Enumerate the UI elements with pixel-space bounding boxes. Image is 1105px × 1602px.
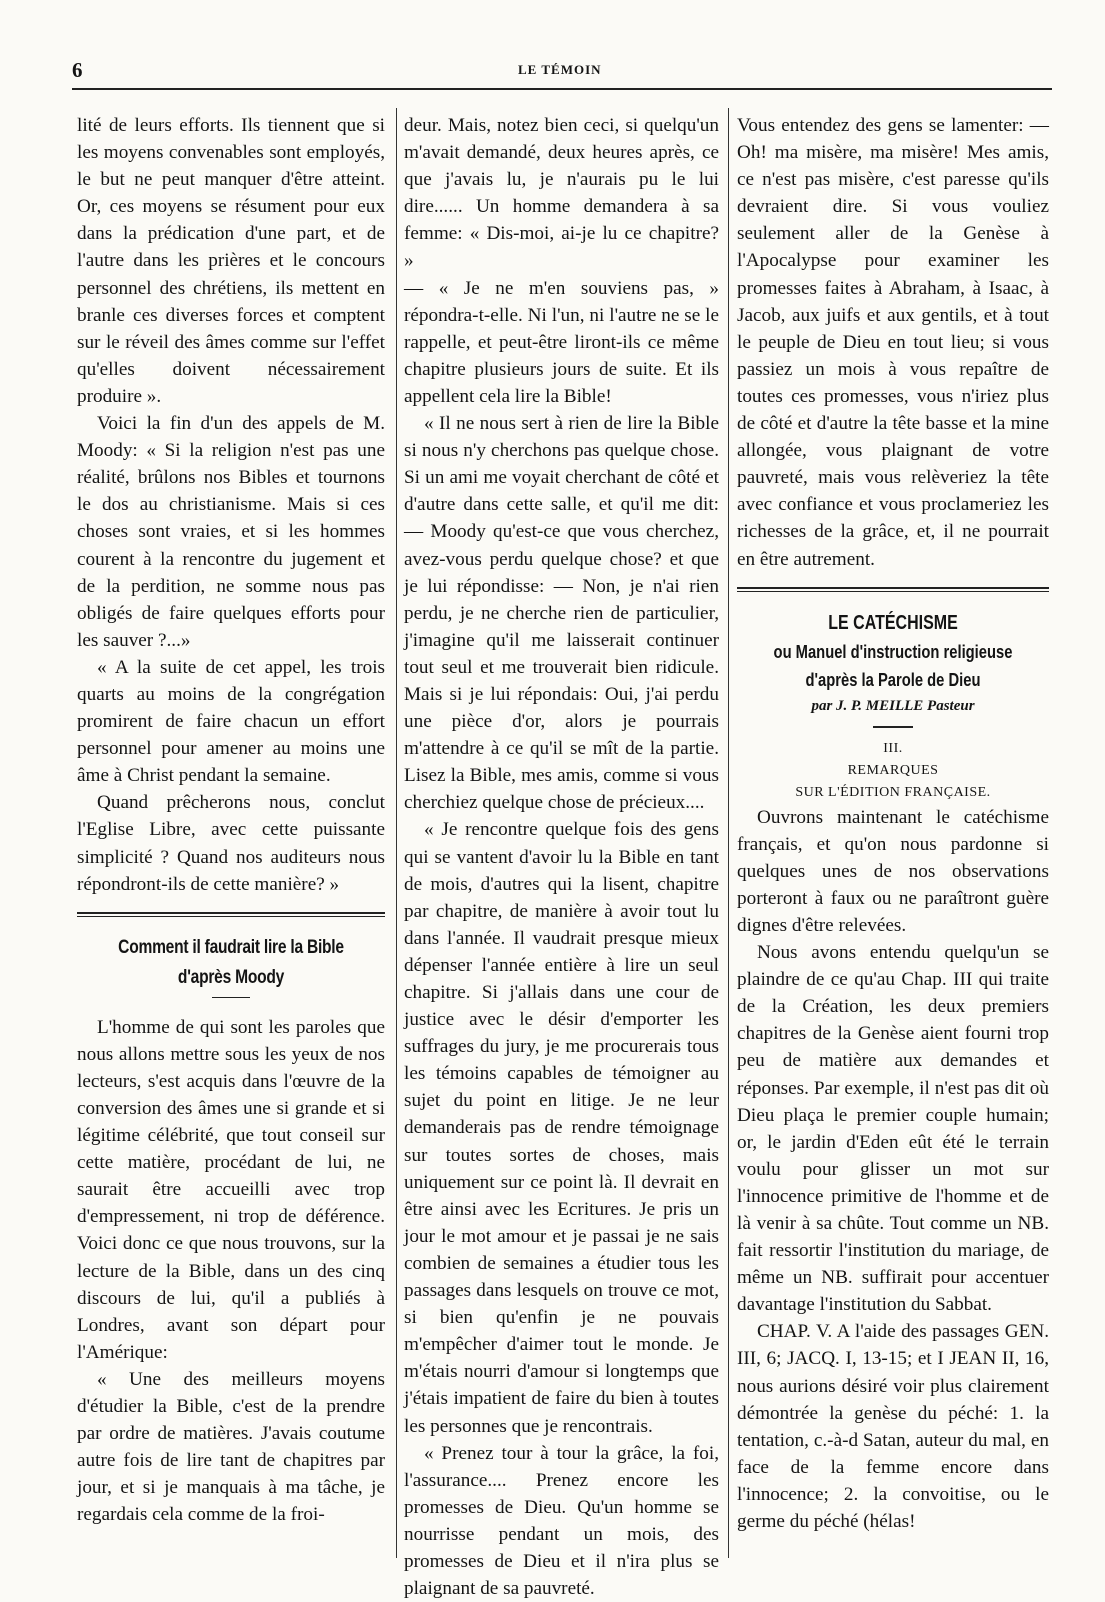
paragraph: CHAP. V. A l'aide des passages GEN. III, 6; JACQ. I, 13-15; et I JEAN II, 16, nous aurions désiré voir plus clairement démontrée la genèse du péché: 1. la tentation, c.-à-d Satan, auteur du mal, en face de la femme encore dans l'innocence; 2. la convoitise, ou le germe du péché (hélas! bbox=[737, 1321, 1049, 1533]
header-rule bbox=[72, 88, 1052, 90]
column-1 bbox=[77, 112, 385, 1529]
paragraph: « A la suite de cet appel, les trois quarts au moins de la congrégation promirent de faire chacun un effort personnel pour amener au moins une âme à Christ pendant la semaine. bbox=[77, 656, 385, 787]
paragraph: — « Je ne m'en souviens pas, » répondra-t-elle. Ni l'un, ni l'autre ne se le rappelle, et peut-être liront-ils ce même chapitre plusieurs jours de suite. Et ils appellent cela lire la Bible! bbox=[404, 277, 719, 407]
paragraph: Ouvrons maintenant le catéchisme français, et qu'on nous pardonne si quelques unes de nos observations porteront à faux ou ne paraîtront guère dignes d'être relevées. bbox=[737, 806, 1049, 936]
section-number: III. bbox=[883, 740, 903, 756]
page-header bbox=[72, 58, 1052, 80]
column-divider bbox=[728, 108, 729, 1558]
article-title-line: d'après Moody bbox=[177, 966, 285, 988]
article-title-line: Comment il faudrait lire la Bible bbox=[118, 936, 344, 958]
catechism-subtitle: d'après la Parole de Dieu bbox=[805, 669, 981, 690]
column-2 bbox=[404, 112, 719, 1602]
catechism-author: par J. P. MEILLE Pasteur bbox=[811, 697, 975, 714]
paragraph: Quand prêcherons nous, conclut l'Eglise Libre, avec cette puissante simplicité ? Quand nos auditeurs nous répondront-ils de cette manière? » bbox=[77, 792, 385, 895]
page-number: 6 bbox=[72, 58, 83, 82]
paragraph: Vous entendez des gens se lamenter: — Oh! ma misère, ma misère! Mes amis, ce n'est pas misère, c'est paresse qu'ils devraient dire. Si vous vouliez seulement aller de la Genèse à l'Apocalypse pour examiner les promesses faites à Abraham, à Isaac, à Jacob, aux juifs et aux gentils, et à tout le peuple de Dieu en tout lieu; si vous passiez un mois à vous repaître de toutes ces promesses, vous n'iriez plus de côté et d'autre la tête basse et la mine allongée, vous plaignant de votre pauvreté, mais vous relèveriez la tête avec confiance et vous proclameriez les richesses de la grâce, et, il ne pourrait en être autrement. bbox=[737, 115, 1049, 570]
title-dash bbox=[212, 997, 250, 998]
paragraph: lité de leurs efforts. Ils tiennent que si les moyens convenables sont employés, le but ne peut manquer d'être atteint. Or, ces moyens se résument pour eux dans la prédication d'une part, et de l'autre dans les prières et le concours personnel des chrétiens, ils mettent en branle ces diverses forces et comptent sur le réveil des âmes comme sur l'effet qu'elles doivent nécessairement produire ». bbox=[77, 115, 385, 407]
column-3 bbox=[737, 112, 1049, 1535]
paragraph: « Une des meilleurs moyens d'étudier la Bible, c'est de la prendre par ordre de matières. J'avais coutume autre fois de lire tant de chapitres par jour, et si je manquais à ma tâche, je regardais cela comme de la froi- bbox=[77, 1368, 385, 1526]
section-separator bbox=[737, 587, 1049, 592]
paragraph: « Il ne nous sert à rien de lire la Bible si nous n'y cherchons pas quelque chose. Si un ami me voyait cherchant de côté et d'autre dans cette salle, et qu'il me dit: — Moody qu'est-ce que vous cherchez, avez-vous perdu quelque chose? et que je lui répondisse: — Non, je n'ai rien perdu, je ne cherche rien de particulier, j'imagine qu'il me laisserait continuer tout seul et me trouverait bien ridicule. Mais si je lui répondais: Oui, j'ai perdu une pièce d'or, alors je pourrais m'attendre à ce qu'il se mît de la partie. Lisez la Bible, mes amis, comme si vous cherchiez quelque chose de précieux.... bbox=[404, 413, 719, 814]
column-divider bbox=[396, 108, 397, 1558]
paragraph: deur. Mais, notez bien ceci, si quelqu'un m'avait demandé, deux heures après, ce que j'avais lu, je n'aurais pu le lui dire...... Un homme demandera à sa femme: « Dis-moi, ai-je lu ce chapitre? » bbox=[404, 115, 719, 272]
section-separator bbox=[77, 912, 385, 917]
paragraph: Voici la fin d'un des appels de M. Moody: « Si la religion n'est pas une réalité, brûlons nos Bibles et tournons le dos au christianisme. Mais si ces choses sont vraies, et si les hommes courent à la rencontre du jugement et de la perdition, ne somme nous pas obligés de faire quelques efforts pour les sauver ?...» bbox=[77, 413, 385, 651]
paragraph: « Prenez tour à tour la grâce, la foi, l'assurance.... Prenez encore les promesses de Dieu. Qu'un homme se nourrisse pendant un mois, des promesses de Dieu et il n'ira plus se plaignant de sa pauvreté. bbox=[404, 1442, 719, 1600]
paragraph: Nous avons entendu quelqu'un se plaindre de ce qu'au Chap. III qui traite de la Création, les deux premiers chapitres de la Genèse aient fourni trop peu de matière aux demandes et réponses. Par exemple, il n'est pas dit où Dieu plaça le premier couple humain; or, le jardin d'Eden eût été le terrain voulu pour glisser un mot sur l'innocence primitive de l'homme et de là venir à sa chûte. Tout comme un NB. fait ressortir l'institution du mariage, de même un NB. suffirait pour accentuer davantage l'institution du Sabbat. bbox=[737, 942, 1049, 1316]
paragraph: « Je rencontre quelque fois des gens qui se vantent d'avoir lu la Bible en tant de mois, d'autres qui la lisent, chapitre par chapitre, de manière à avoir tout lu dans l'année. Il vaudrait presque mieux dépenser l'année entière à lire un seul chapitre. Si j'allais dans une cour de justice avec le désir d'emporter les suffrages du jury, je me procurerais tous les témoins capables de témoigner au sujet du point en litige. Je ne leur demanderais pas de rendre témoignage sur toutes sortes de choses, mais uniquement sur ce point là. Il devrait en être ainsi avec les Ecritures. Je pris un jour le mot amour et je passai je ne sais combien de semaines a étudier tous les passages dans lesquels on trouve ce mot, si bien qu'enfin je ne pouvais m'empêcher d'aimer tout le monde. Je m'étais nourri d'amour si longtemps que j'étais impatient de faire du bien à toutes les personnes que je rencontrais. bbox=[404, 819, 719, 1437]
section-title: SUR L'ÉDITION FRANÇAISE. bbox=[795, 784, 991, 800]
article-title bbox=[105, 933, 358, 993]
title-dash bbox=[873, 726, 913, 728]
catechism-subtitle: ou Manuel d'instruction religieuse bbox=[773, 641, 1013, 662]
running-title: LE TÉMOIN bbox=[518, 62, 602, 77]
catechism-title: LE CATÉCHISME bbox=[828, 611, 958, 634]
paragraph: L'homme de qui sont les paroles que nous allons mettre sous les yeux de nos lecteurs, s'est acquis dans l'œuvre de la conversion des âmes une si grande et si légitime célébrité, que tout conseil sur cette matière, procédant de lui, ne saurait être accueilli avec trop d'empressement, ni trop de déférence. Voici donc ce que nous trouvons, sur la lecture de la Bible, dans un des cinq discours de lui, qu'il a publiés à Londres, avant son départ pour l'Amérique: bbox=[77, 1016, 385, 1363]
section-title: REMARQUES bbox=[847, 762, 939, 778]
